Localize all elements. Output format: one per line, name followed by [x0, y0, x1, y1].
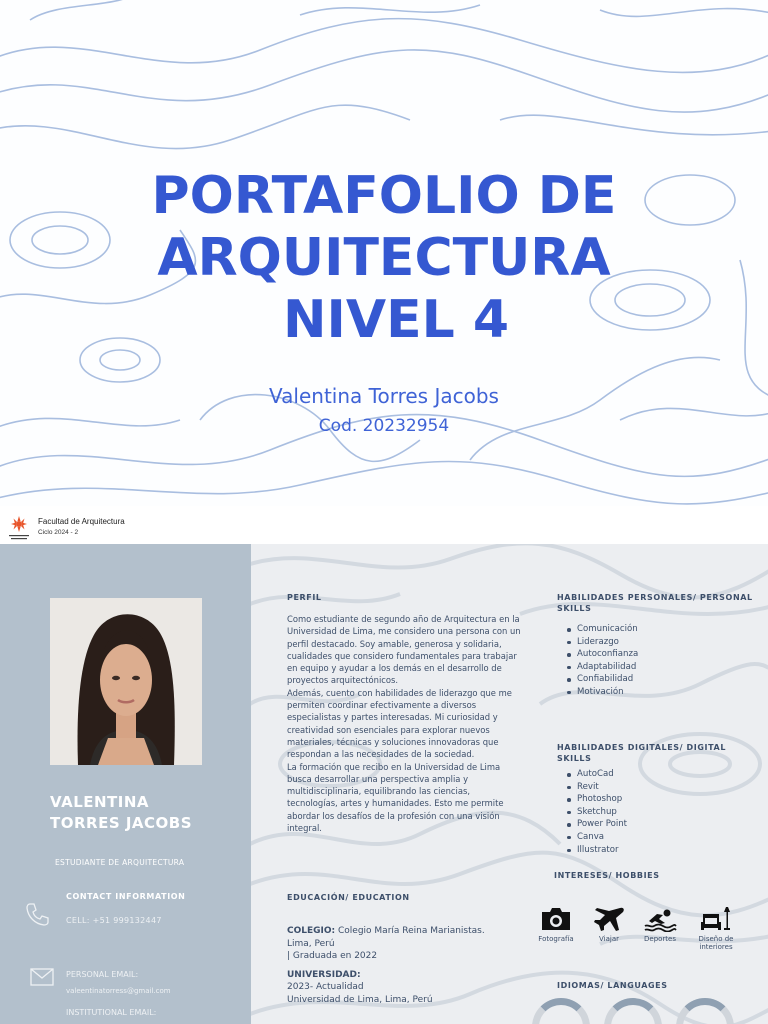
cover-author: Valentina Torres Jacobs	[269, 384, 499, 408]
cover-title-line-3: NIVEL 4	[282, 290, 510, 350]
list-item: AutoCad	[566, 768, 627, 781]
personal-skills-heading: HABILIDADES PERSONALES/ PERSONAL SKILLS	[557, 593, 753, 613]
digital-skills-heading: HABILIDADES DIGITALES/ DIGITAL SKILLS	[557, 743, 727, 763]
sidebar-role: ESTUDIANTE DE ARQUITECTURA	[55, 858, 185, 867]
email-icon	[30, 968, 54, 986]
cover-page	[0, 0, 768, 506]
cycle-label: Ciclo 2024 - 2	[38, 529, 79, 536]
digital-skills-list	[566, 768, 627, 856]
languages-heading: IDIOMAS/ LANGUAGES	[557, 981, 668, 990]
personal-email-label: PERSONAL EMAIL:	[66, 970, 139, 979]
hobby-label: Diseño de interiores	[698, 935, 734, 951]
education-heading: EDUCACIÓN/ EDUCATION	[287, 893, 410, 902]
contact-heading: CONTACT INFORMATION	[66, 892, 186, 901]
cv-page	[0, 544, 768, 1024]
cover-title	[0, 165, 768, 351]
university-logo-icon	[6, 514, 32, 542]
profile-photo	[50, 598, 202, 765]
armchair-lamp-icon	[699, 906, 733, 932]
hobby-interior-design	[686, 906, 746, 951]
camera-icon	[539, 906, 573, 932]
cover-student-code: Cod. 20232954	[318, 416, 450, 436]
colegio-label: COLEGIO:	[287, 926, 336, 936]
personal-skills-list	[566, 623, 638, 699]
hobby-label: Fotografía	[538, 935, 574, 943]
swimmer-icon	[643, 906, 677, 932]
hobby-label: Viajar	[599, 935, 619, 943]
cover-title-line-1: PORTAFOLIO DE	[151, 166, 617, 226]
list-item: Comunicación	[566, 623, 638, 636]
perfil-paragraph-1: Como estudiante de segundo año de Arquitectura en la Universidad de Lima, me considero una persona con un perfil destacado. Soy amable, generosa y solidaria, cualidades que considero fundamentales para trabajar en equipo y ayudar a los demás en el desarrollo de proyectos arquitectónicos.	[287, 614, 521, 686]
education-block	[287, 925, 527, 1006]
faculty-strip	[0, 506, 768, 544]
universidad-period: 2023- Actualidad	[287, 982, 364, 992]
colegio-note: | Graduada en 2022	[287, 951, 378, 961]
list-item: Revit	[566, 781, 627, 794]
hobbies-heading: INTERESES/ HOBBIES	[554, 871, 660, 880]
personal-email-value: valeentinatorress@gmail.com	[66, 987, 171, 995]
colegio-name: Colegio María Reina Marianistas.	[338, 926, 485, 936]
list-item: Autoconfianza	[566, 648, 638, 661]
portrait-image	[50, 598, 202, 765]
airplane-icon	[592, 906, 626, 932]
perfil-heading: PERFIL	[287, 593, 322, 602]
phone-number: CELL: +51 999132447	[66, 916, 162, 925]
list-item: Confiabilidad	[566, 673, 638, 686]
list-item: Motivación	[566, 686, 638, 699]
phone-icon	[24, 901, 50, 927]
faculty-name: Facultad de Arquitectura	[38, 517, 125, 526]
universidad-name: Universidad de Lima, Lima, Perú	[287, 994, 433, 1005]
colegio-place: Lima, Perú	[287, 938, 335, 949]
list-item: Photoshop	[566, 793, 627, 806]
institutional-email-label: INSTITUTIONAL EMAIL:	[66, 1008, 157, 1017]
list-item: Canva	[566, 831, 627, 844]
perfil-paragraph-3: La formación que recibo en la Universidad de Lima busca desarrollar una perspectiva amplia y multidisciplinaria, equilibrando las ciencias, tecnologías, artes y humanidades. Esto me permite abordar los desafíos de la profesión con una visión integral.	[287, 761, 504, 834]
cv-sidebar	[0, 544, 251, 1024]
hobby-photography	[526, 906, 586, 943]
perfil-text	[287, 613, 523, 834]
sidebar-name-line-1: VALENTINA	[50, 793, 150, 811]
list-item: Sketchup	[566, 806, 627, 819]
universidad-label: UNIVERSIDAD:	[287, 969, 361, 980]
list-item: Adaptabilidad	[566, 661, 638, 674]
cover-title-line-2: ARQUITECTURA	[157, 228, 611, 288]
hobby-label: Deportes	[644, 935, 676, 943]
list-item: Illustrator	[566, 844, 627, 857]
sidebar-name	[50, 792, 192, 834]
sidebar-name-line-2: TORRES JACOBS	[50, 814, 193, 832]
perfil-paragraph-2: Además, cuento con habilidades de liderazgo que me permiten coordinar efectivamente a diversos especialistas y partes interesadas. Mi curiosidad y creatividad son esenciales para explorar nuevos materiales, técnicas y soluciones innovadoras que respondan a las necesidades de la sociedad.	[287, 687, 512, 760]
list-item: Power Point	[566, 818, 627, 831]
hobby-sports	[630, 906, 690, 943]
list-item: Liderazgo	[566, 636, 638, 649]
